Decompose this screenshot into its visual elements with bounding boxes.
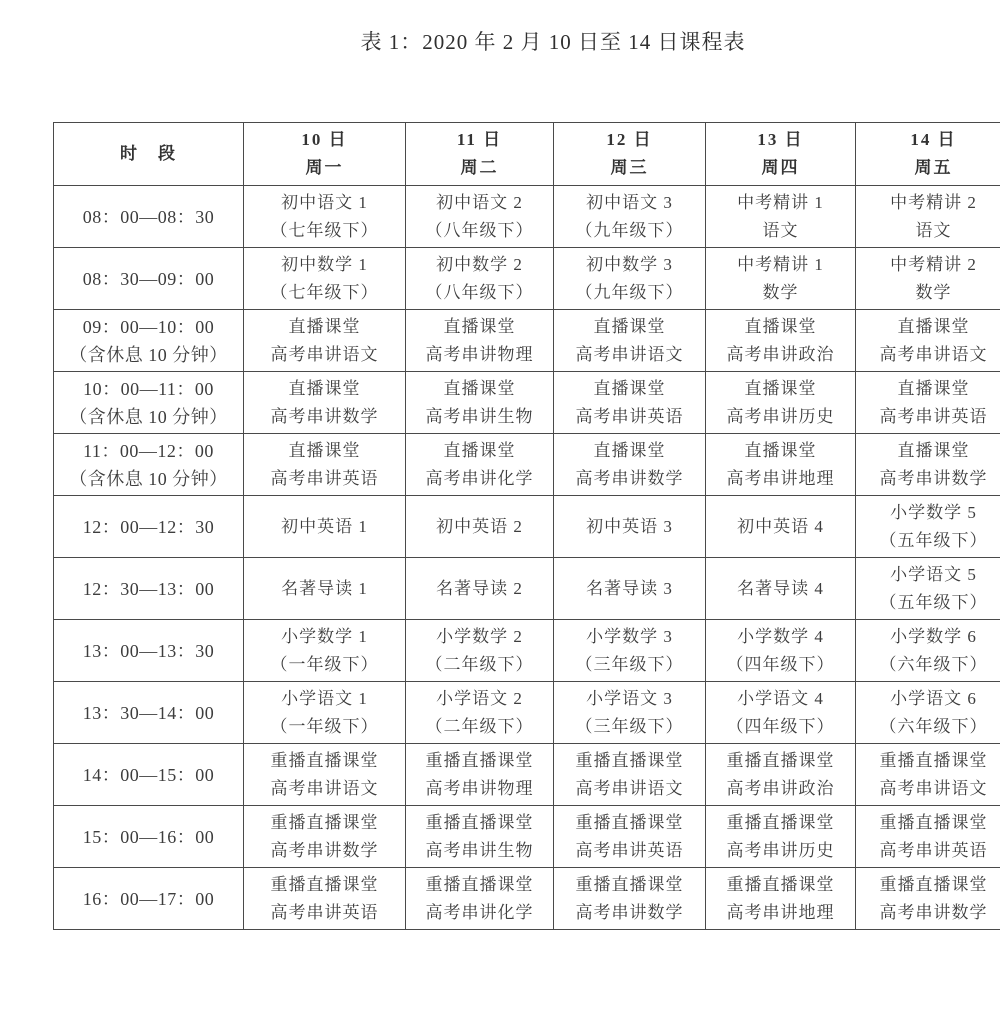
course-cell [554,310,706,372]
cell-text-line: 高考串讲历史 [726,840,835,860]
schedule-row [54,372,1000,434]
course-cell [554,868,706,930]
cell-text-line: （五年级下） [879,592,988,612]
course-cell [706,620,856,682]
cell-text-line: 12：00—12：30 [82,516,215,537]
cell-text-line: 初中数学 1 [281,254,368,274]
cell-text-line: 初中语文 2 [436,192,523,212]
course-cell [244,496,406,558]
cell-text-line: 直播课堂 [593,316,666,336]
cell-text-line: （七年级下） [270,282,379,302]
header-row [54,123,1000,186]
cell-text-line: 高考串讲数学 [270,840,379,860]
cell-text-line: 小学数学 1 [281,626,368,646]
cell-text-line: 高考串讲生物 [425,840,534,860]
cell-text-line: 直播课堂 [593,440,666,460]
cell-text-line: 重播直播课堂 [425,812,534,832]
cell-text-line: （含休息 10 分钟） [69,344,228,365]
cell-text-line: （含休息 10 分钟） [69,406,228,427]
time-slot-cell [54,682,244,744]
course-cell [244,806,406,868]
course-cell [554,248,706,310]
course-cell [856,682,1000,744]
cell-text-line: 初中英语 2 [436,516,523,536]
cell-text-line: 14：00—15：00 [82,764,215,785]
cell-text-line: 直播课堂 [744,378,817,398]
time-slot-cell [54,744,244,806]
course-cell [706,558,856,620]
cell-text-line: 高考串讲政治 [726,344,835,364]
cell-text-line: 重播直播课堂 [575,812,684,832]
cell-text-line: 语文 [762,220,799,240]
cell-text-line: 重播直播课堂 [425,750,534,770]
course-cell [554,620,706,682]
cell-text-line: 重播直播课堂 [270,874,379,894]
cell-text-line: 高考串讲历史 [726,406,835,426]
cell-text-line: 小学语文 6 [890,688,977,708]
course-cell [554,682,706,744]
course-cell [244,248,406,310]
time-slot-cell [54,372,244,434]
header-cell-monday [244,123,406,186]
header-weekday: 周五 [914,158,953,177]
cell-text-line: （九年级下） [575,220,684,240]
course-cell [406,620,554,682]
cell-text-line: 小学数学 5 [890,502,977,522]
cell-text-line: 高考串讲语文 [575,778,684,798]
course-cell [706,310,856,372]
course-cell [706,496,856,558]
time-slot-cell [54,806,244,868]
course-cell [856,806,1000,868]
time-column-label: 时 段 [120,144,177,163]
cell-text-line: 小学数学 6 [890,626,977,646]
course-cell [554,434,706,496]
course-cell [244,868,406,930]
time-slot-cell [54,434,244,496]
schedule-row [54,868,1000,930]
course-cell [706,248,856,310]
cell-text-line: （七年级下） [270,220,379,240]
cell-text-line: （八年级下） [425,282,534,302]
cell-text-line: 直播课堂 [443,378,516,398]
cell-text-line: 直播课堂 [443,440,516,460]
time-slot-cell [54,186,244,248]
schedule-row [54,434,1000,496]
course-cell [406,496,554,558]
time-slot-cell [54,248,244,310]
cell-text-line: 重播直播课堂 [425,874,534,894]
schedule-table [53,122,1000,930]
schedule-row [54,682,1000,744]
cell-text-line: 高考串讲数学 [575,468,684,488]
course-cell [856,620,1000,682]
course-cell [244,310,406,372]
cell-text-line: 高考串讲化学 [425,902,534,922]
course-cell [706,868,856,930]
cell-text-line: 中考精讲 2 [890,192,977,212]
cell-text-line: 10：00—11：00 [83,378,214,399]
cell-text-line: 高考串讲语文 [270,778,379,798]
cell-text-line: 重播直播课堂 [879,874,988,894]
course-cell [706,744,856,806]
course-cell [554,186,706,248]
course-cell [554,558,706,620]
cell-text-line: 13：30—14：00 [82,702,215,723]
cell-text-line: 直播课堂 [897,378,970,398]
schedule-row [54,186,1000,248]
course-cell [706,372,856,434]
cell-text-line: 直播课堂 [744,316,817,336]
cell-text-line: 重播直播课堂 [726,750,835,770]
cell-text-line: 名著导读 2 [436,578,523,598]
cell-text-line: 高考串讲语文 [879,344,988,364]
cell-text-line: 16：00—17：00 [82,888,215,909]
header-cell-tuesday [406,123,554,186]
course-cell [706,186,856,248]
cell-text-line: 中考精讲 1 [737,254,824,274]
cell-text-line: 12：30—13：00 [82,578,215,599]
course-cell [244,620,406,682]
header-date: 14 日 [910,130,957,149]
schedule-row [54,248,1000,310]
course-cell [244,434,406,496]
cell-text-line: （六年级下） [879,654,988,674]
time-slot-cell [54,868,244,930]
header-date: 10 日 [301,130,348,149]
course-cell [406,434,554,496]
cell-text-line: 重播直播课堂 [575,750,684,770]
cell-text-line: （四年级下） [726,654,835,674]
cell-text-line: 高考串讲物理 [425,344,534,364]
time-slot-cell [54,620,244,682]
header-weekday: 周三 [610,158,649,177]
cell-text-line: 高考串讲政治 [726,778,835,798]
course-cell [406,682,554,744]
cell-text-line: 重播直播课堂 [726,812,835,832]
cell-text-line: 高考串讲英语 [879,840,988,860]
course-cell [554,372,706,434]
cell-text-line: 高考串讲地理 [726,902,835,922]
cell-text-line: 语文 [915,220,952,240]
course-cell [856,248,1000,310]
course-cell [244,372,406,434]
course-cell [244,558,406,620]
course-cell [406,744,554,806]
cell-text-line: 直播课堂 [288,316,361,336]
cell-text-line: 09：00—10：00 [82,316,215,337]
header-cell-thursday [706,123,856,186]
schedule-row [54,496,1000,558]
cell-text-line: 高考串讲语文 [270,344,379,364]
schedule-row [54,806,1000,868]
cell-text-line: 08：30—09：00 [82,268,215,289]
header-date: 13 日 [757,130,804,149]
cell-text-line: 小学语文 4 [737,688,824,708]
course-cell [856,434,1000,496]
cell-text-line: 15：00—16：00 [82,826,215,847]
cell-text-line: （二年级下） [425,654,534,674]
cell-text-line: 重播直播课堂 [879,750,988,770]
course-cell [856,558,1000,620]
cell-text-line: 高考串讲语文 [575,344,684,364]
cell-text-line: 重播直播课堂 [726,874,835,894]
course-cell [554,806,706,868]
cell-text-line: 小学数学 2 [436,626,523,646]
course-cell [706,682,856,744]
header-cell-friday [856,123,1000,186]
cell-text-line: （含休息 10 分钟） [69,468,228,489]
cell-text-line: 中考精讲 1 [737,192,824,212]
cell-text-line: 数学 [915,282,952,302]
course-cell [706,434,856,496]
cell-text-line: 直播课堂 [288,440,361,460]
header-weekday: 周二 [460,158,499,177]
cell-text-line: 小学语文 2 [436,688,523,708]
course-cell [406,806,554,868]
cell-text-line: 高考串讲生物 [425,406,534,426]
cell-text-line: 高考串讲英语 [270,468,379,488]
course-cell [244,682,406,744]
cell-text-line: 小学语文 1 [281,688,368,708]
course-cell [406,310,554,372]
schedule-row [54,620,1000,682]
cell-text-line: 高考串讲数学 [575,902,684,922]
cell-text-line: （三年级下） [575,654,684,674]
cell-text-line: （四年级下） [726,716,835,736]
cell-text-line: （二年级下） [425,716,534,736]
cell-text-line: 重播直播课堂 [575,874,684,894]
course-cell [554,744,706,806]
cell-text-line: 高考串讲数学 [270,406,379,426]
cell-text-line: 高考串讲英语 [879,406,988,426]
schedule-row [54,744,1000,806]
cell-text-line: 名著导读 3 [586,578,673,598]
course-cell [406,186,554,248]
page-title: 表 1：2020 年 2 月 10 日至 14 日课程表 [360,30,746,54]
cell-text-line: 直播课堂 [593,378,666,398]
course-cell [244,186,406,248]
cell-text-line: 高考串讲数学 [879,902,988,922]
cell-text-line: 直播课堂 [443,316,516,336]
cell-text-line: 小学数学 4 [737,626,824,646]
cell-text-line: 初中数学 2 [436,254,523,274]
time-slot-cell [54,496,244,558]
course-cell [406,248,554,310]
cell-text-line: （一年级下） [270,716,379,736]
time-slot-cell [54,310,244,372]
cell-text-line: 直播课堂 [897,440,970,460]
cell-text-line: （六年级下） [879,716,988,736]
cell-text-line: 初中英语 3 [586,516,673,536]
course-cell [244,744,406,806]
cell-text-line: 名著导读 1 [281,578,368,598]
cell-text-line: 高考串讲地理 [726,468,835,488]
cell-text-line: 重播直播课堂 [879,812,988,832]
cell-text-line: 直播课堂 [897,316,970,336]
cell-text-line: 初中数学 3 [586,254,673,274]
course-cell [406,372,554,434]
cell-text-line: 重播直播课堂 [270,812,379,832]
cell-text-line: （五年级下） [879,530,988,550]
course-cell [856,186,1000,248]
course-cell [856,868,1000,930]
cell-text-line: 直播课堂 [744,440,817,460]
cell-text-line: 高考串讲英语 [270,902,379,922]
course-cell [856,744,1000,806]
course-cell [856,372,1000,434]
cell-text-line: 中考精讲 2 [890,254,977,274]
cell-text-line: 08：00—08：30 [82,206,215,227]
cell-text-line: 13：00—13：30 [82,640,215,661]
header-cell-time [54,123,244,186]
cell-text-line: 数学 [762,282,799,302]
schedule-row [54,558,1000,620]
cell-text-line: 高考串讲英语 [575,840,684,860]
cell-text-line: 高考串讲数学 [879,468,988,488]
header-date: 11 日 [456,130,503,149]
cell-text-line: 高考串讲英语 [575,406,684,426]
time-slot-cell [54,558,244,620]
course-cell [406,868,554,930]
header-cell-wednesday [554,123,706,186]
cell-text-line: （八年级下） [425,220,534,240]
course-cell [406,558,554,620]
cell-text-line: 高考串讲化学 [425,468,534,488]
cell-text-line: 小学数学 3 [586,626,673,646]
cell-text-line: 小学语文 3 [586,688,673,708]
cell-text-line: 初中英语 4 [737,516,824,536]
cell-text-line: 初中语文 3 [586,192,673,212]
cell-text-line: 名著导读 4 [737,578,824,598]
course-cell [706,806,856,868]
cell-text-line: 小学语文 5 [890,564,977,584]
cell-text-line: （九年级下） [575,282,684,302]
course-cell [856,310,1000,372]
cell-text-line: 初中语文 1 [281,192,368,212]
cell-text-line: 初中英语 1 [281,516,368,536]
cell-text-line: 重播直播课堂 [270,750,379,770]
course-cell [554,496,706,558]
cell-text-line: 11：00—12：00 [83,440,214,461]
header-weekday: 周一 [305,158,344,177]
schedule-row [54,310,1000,372]
cell-text-line: 直播课堂 [288,378,361,398]
cell-text-line: 高考串讲物理 [425,778,534,798]
header-weekday: 周四 [761,158,800,177]
course-cell [856,496,1000,558]
cell-text-line: 高考串讲语文 [879,778,988,798]
cell-text-line: （一年级下） [270,654,379,674]
header-date: 12 日 [606,130,653,149]
cell-text-line: （三年级下） [575,716,684,736]
